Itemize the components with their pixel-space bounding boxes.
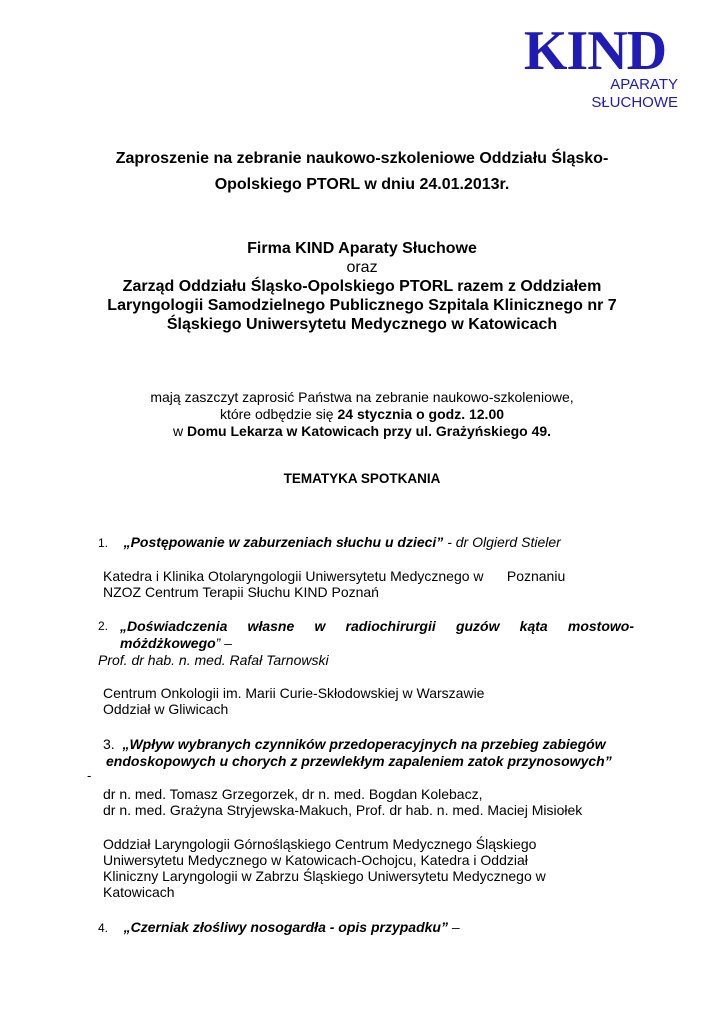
topic-3-affiliation-line-4: Katowicach — [103, 884, 175, 900]
topic-2-affiliation — [103, 685, 484, 717]
invitation-venue-prefix: w — [172, 423, 187, 439]
title-line-2: Opolskiego PTORL w dniu 24.01.2013r. — [214, 176, 510, 193]
invitation-date-prefix: które odbędzie się — [219, 406, 338, 422]
topic-4-title: „Czerniak złośliwy nosogardła - opis przypadku” — [123, 919, 448, 935]
topic-3-affiliation-line-1: Oddział Laryngologii Górnośląskiego Centrum Medycznego Śląskiego — [103, 836, 537, 852]
topic-2-title-row-1 — [98, 618, 634, 635]
topic-1-title: „Postępowanie w zaburzeniach słuchu u dzieci” — [123, 534, 444, 550]
invitation-line-3 — [0, 423, 724, 440]
topic-3-speakers — [103, 786, 582, 818]
title-line-1: Zaproszenie na zebranie naukowo-szkoleniowe Oddziału Śląsko- — [115, 150, 609, 167]
organizers-block — [0, 239, 724, 334]
topic-2-affiliation-line-2: Oddział w Gliwicach — [103, 701, 229, 717]
topic-2-heading — [98, 618, 634, 652]
topic-3-number: 3. — [103, 736, 115, 752]
organizer-line-1: Firma KIND Aparaty Słuchowe — [247, 240, 477, 257]
invitation-line-1: mają zaszczyt zaprosić Państwa na zebranie naukowo-szkoleniowe, — [150, 389, 574, 405]
topic-3-heading — [103, 736, 612, 770]
logo-brand: KIND — [523, 20, 667, 82]
topic-1-affiliation — [103, 568, 565, 600]
topic-2-title-row-2 — [98, 635, 634, 652]
topic-2-title-line-2: móżdżkowego — [120, 635, 216, 651]
topic-3-title-line-1: „Wpływ wybranych czynników przedoperacyjnych na przebieg zabiegów — [122, 736, 606, 752]
document-title — [0, 146, 724, 198]
topic-1-speakers: - dr Olgierd Stieler — [443, 534, 561, 550]
topic-3-affiliation-line-2: Uniwersytetu Medycznego w Katowicach-Ochojcu, Katedra i Oddział — [103, 852, 528, 868]
invitation-line-2 — [0, 406, 724, 423]
topic-1-heading — [98, 534, 561, 552]
invitation-date: 24 stycznia o godz. 12.00 — [337, 406, 505, 422]
topic-3-affiliation — [103, 836, 546, 900]
invitation-venue: Domu Lekarza w Katowicach przy ul. Grażyńskiego 49. — [186, 423, 552, 439]
topic-3-dash: - — [87, 768, 92, 783]
organizer-line-4: Śląskiego Uniwersytetu Medycznego w Katowicach — [166, 316, 558, 333]
topic-2-title-line-1: „Doświadczenia własne w radiochirurgii guzów kąta mostowo- — [120, 618, 634, 634]
organizer-line-3: Laryngologii Samodzielnego Publicznego Szpitala Klinicznego nr 7 — [107, 297, 617, 314]
topic-4-heading — [98, 919, 460, 937]
topic-2-number: 2. — [98, 619, 109, 633]
topic-3-speakers-line-1: dr n. med. Tomasz Grzegorzek, dr n. med. Bogdan Kolebacz, — [103, 786, 483, 802]
topic-2-title-tail: ” – — [215, 635, 233, 651]
topic-1-affiliation-line-2: NZOZ Centrum Terapii Słuchu KIND Poznań — [103, 584, 379, 600]
logo-subtitle: APARATY SŁUCHOWE — [591, 76, 678, 111]
topic-3-title-row-2 — [103, 753, 612, 770]
topic-3-title-row-1 — [103, 736, 612, 753]
topic-1-number: 1. — [98, 536, 109, 550]
topic-3-affiliation-line-3: Kliniczny Laryngologii w Zabrzu Śląskiego Uniwersytetu Medycznego w — [103, 868, 546, 884]
organizer-connector: oraz — [346, 259, 378, 276]
organizer-line-2: Zarząd Oddziału Śląsko-Opolskiego PTORL razem z Oddziałem — [122, 278, 602, 295]
topic-3-title-line-2: endoskopowych u chorych z przewlekłym zapaleniem zatok przynosowych” — [106, 753, 612, 769]
invitation-block — [0, 389, 724, 440]
kind-logo — [512, 20, 678, 111]
topics-heading: TEMATYKA SPOTKANIA — [283, 471, 441, 486]
topic-4-number: 4. — [98, 921, 109, 935]
topic-3-speakers-line-2: dr n. med. Grażyna Stryjewska-Makuch, Prof. dr hab. n. med. Maciej Misiołek — [103, 802, 583, 818]
topic-2-affiliation-line-1: Centrum Onkologii im. Marii Curie-Skłodowskiej w Warszawie — [103, 685, 485, 701]
topic-4-tail: – — [447, 919, 460, 935]
topic-2-speakers: Prof. dr hab. n. med. Rafał Tarnowski — [98, 652, 329, 668]
topic-1-affiliation-line-1: Katedra i Klinika Otolaryngologii Uniwersytetu Medycznego w Poznaniu — [103, 568, 566, 584]
